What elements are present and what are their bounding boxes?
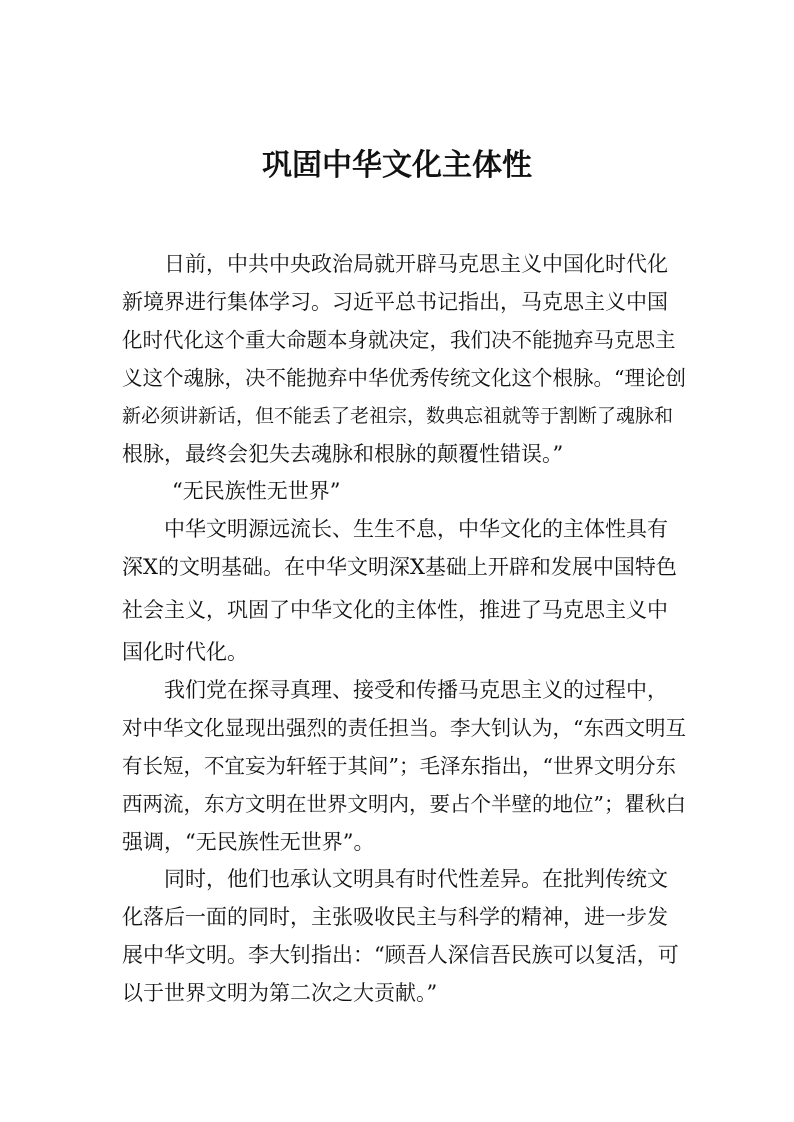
- body-line: 义这个魂脉，决不能抛弃中华优秀传统文化这个根脉。“理论创: [122, 366, 686, 390]
- body-line: 有长短，不宜妄为轩轾于其间”；毛泽东指出，“世界文明分东: [122, 754, 676, 778]
- body-line: 同时，他们也承认文明具有时代性差异。在批判传统文: [164, 867, 668, 891]
- body-line: 社会主义，巩固了中华文化的主体性，推进了马克思主义中: [122, 598, 668, 622]
- body-line: 新必须讲新话，但不能丢了老祖宗，数典忘祖就等于割断了魂脉和: [122, 405, 674, 427]
- body-line: 西两流，东方文明在世界文明内，要占个半壁的地位”；瞿秋白: [122, 792, 686, 816]
- body-line: 化时代化这个重大命题本身就决定，我们决不能抛弃马克思主: [122, 328, 676, 352]
- body-line: 日前，中共中央政治局就开辟马克思主义中国化时代化: [164, 252, 668, 276]
- body-line: 展中华文明。李大钊指出：“顾吾人深信吾民族可以复活，可: [122, 943, 679, 967]
- body-line: 我们党在探寻真理、接受和传播马克思主义的过程中，: [164, 678, 668, 702]
- body-line: 根脉，最终会犯失去魂脉和根脉的颠覆性错误。”: [122, 442, 564, 466]
- body-line: 强调，“无民族性无世界”。: [122, 830, 375, 854]
- body-line: 中华文明源远流长、生生不息，中华文化的主体性具有: [164, 517, 668, 541]
- body-line: 深X的文明基础。在中华文明深X基础上开辟和发展中国特色: [122, 555, 677, 579]
- body-line: 化落后一面的同时，主张吸收民主与科学的精神，进一步发: [122, 905, 668, 929]
- section-subheading: “无民族性无世界”: [172, 479, 341, 503]
- body-line: 对中华文化显现出强烈的责任担当。李大钊认为，“东西文明互: [122, 716, 686, 740]
- body-line: 以于世界文明为第二次之大贡献。”: [122, 981, 438, 1005]
- body-line: 国化时代化。: [122, 640, 248, 664]
- document-title: 巩固中华文化主体性: [262, 148, 532, 183]
- body-line: 新境界进行集体学习。习近平总书记指出，马克思主义中国: [122, 290, 668, 314]
